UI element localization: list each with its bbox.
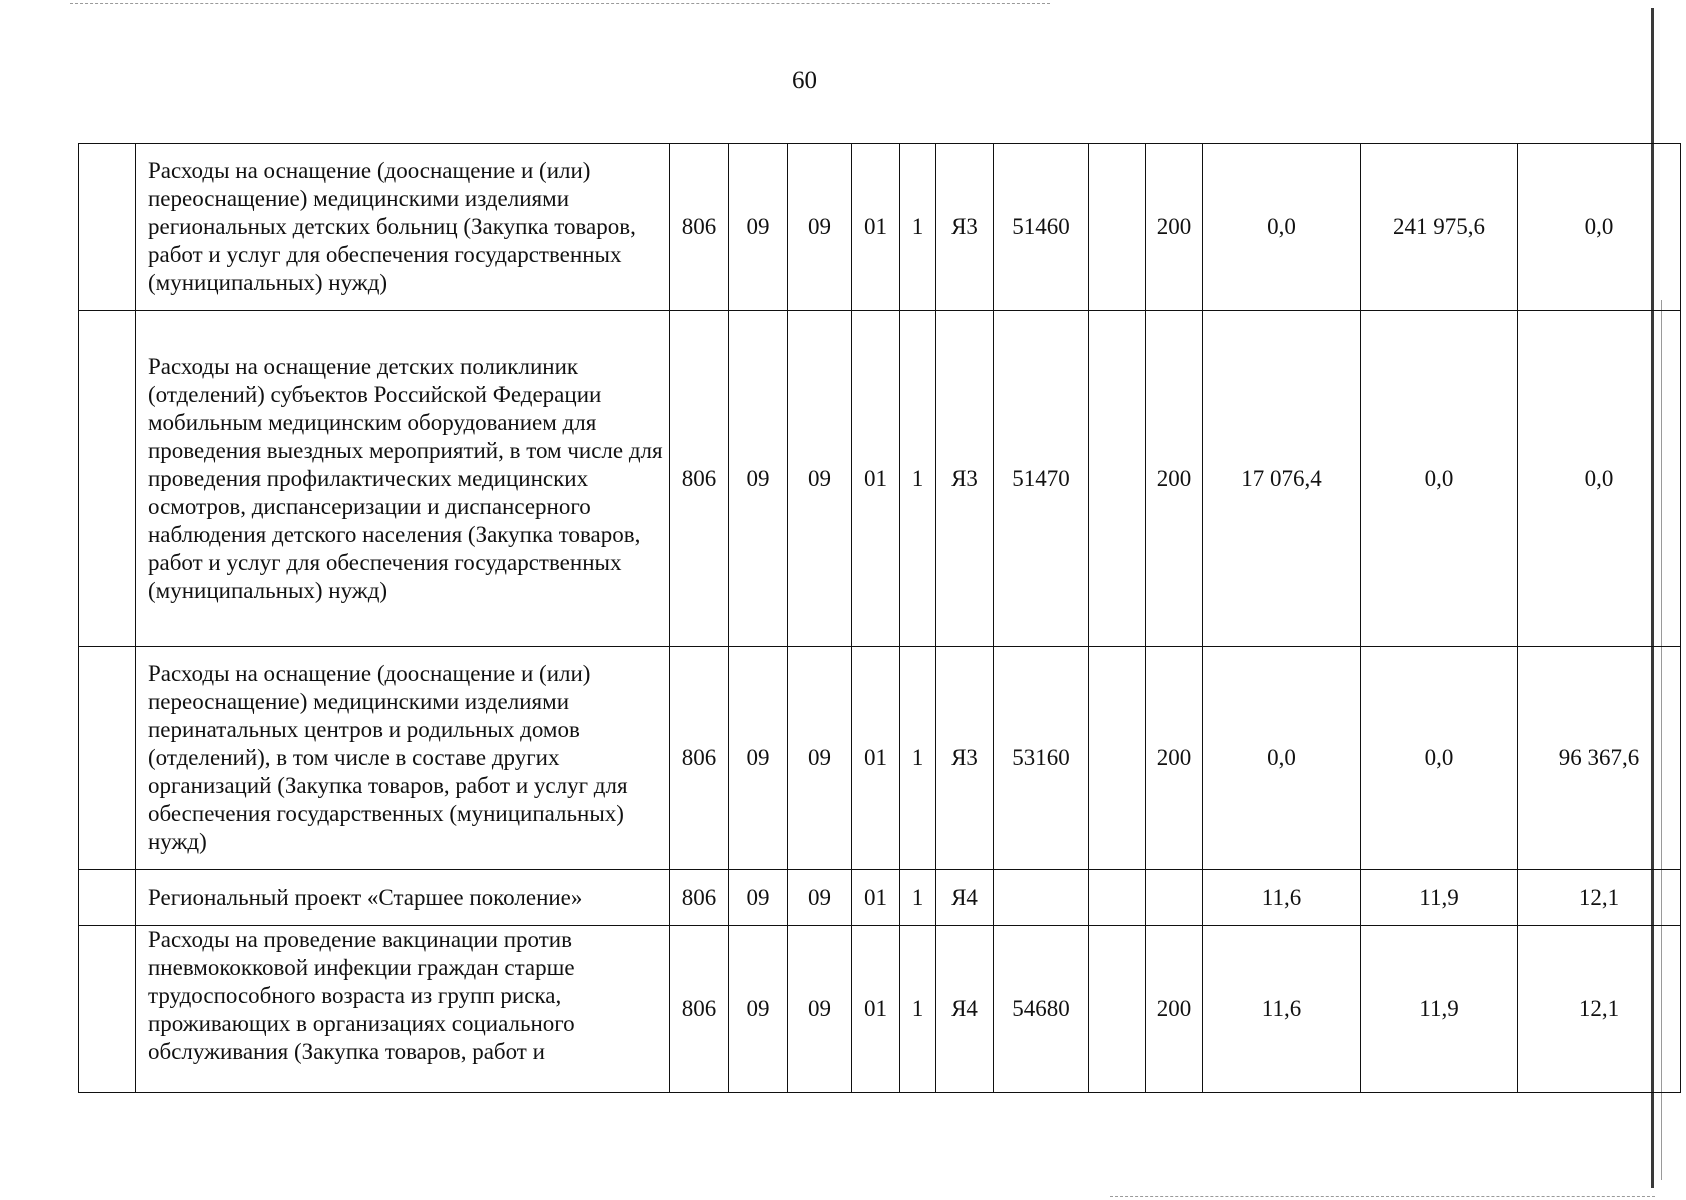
scan-edge-bottom [1110, 1196, 1655, 1197]
amount-cell: 0,0 [1518, 144, 1681, 311]
code-cell [994, 870, 1089, 926]
code-cell: 09 [788, 311, 852, 647]
code-cell: Я4 [936, 926, 994, 1093]
code-cell: 01 [852, 647, 900, 870]
amount-cell: 0,0 [1203, 647, 1361, 870]
amount-cell: 241 975,6 [1361, 144, 1518, 311]
table-row [79, 144, 1681, 311]
code-cell [1089, 647, 1146, 870]
amount-cell: 12,1 [1518, 870, 1681, 926]
code-cell [1146, 870, 1203, 926]
code-cell: 200 [1146, 647, 1203, 870]
code-cell: 09 [788, 647, 852, 870]
code-cell: 806 [670, 870, 729, 926]
code-cell: Я3 [936, 144, 994, 311]
amount-cell: 11,6 [1203, 870, 1361, 926]
scan-edge-top [70, 3, 1050, 4]
code-cell: 51460 [994, 144, 1089, 311]
code-cell: 1 [900, 647, 936, 870]
code-cell: 53160 [994, 647, 1089, 870]
code-cell: 200 [1146, 311, 1203, 647]
code-cell: 806 [670, 647, 729, 870]
table-row [79, 311, 1681, 647]
code-cell: 200 [1146, 144, 1203, 311]
code-cell [1089, 311, 1146, 647]
code-cell: 1 [900, 311, 936, 647]
code-cell: 1 [900, 926, 936, 1093]
amount-cell: 0,0 [1361, 647, 1518, 870]
page-number: 60 [792, 67, 817, 94]
amount-cell: 11,6 [1203, 926, 1361, 1093]
code-cell: 01 [852, 144, 900, 311]
description-cell: Региональный проект «Старшее поколение» [136, 870, 670, 926]
budget-table [78, 143, 1681, 1093]
code-cell: Я4 [936, 870, 994, 926]
row-number-cell [79, 647, 136, 870]
row-number-cell [79, 144, 136, 311]
description-cell: Расходы на оснащение (дооснащение и (или) переоснащение) медицинскими изделиями перинатальных центров и родильных домов (отделений), в том числе в составе других организаций (Закупка товаров, работ и услуг для обеспечения государственных (муниципальных) нужд) [136, 647, 670, 870]
amount-cell: 11,9 [1361, 926, 1518, 1093]
code-cell [1089, 144, 1146, 311]
code-cell: 09 [729, 311, 788, 647]
code-cell [1089, 870, 1146, 926]
code-cell: 01 [852, 311, 900, 647]
row-number-cell [79, 311, 136, 647]
amount-cell: 17 076,4 [1203, 311, 1361, 647]
code-cell: 806 [670, 144, 729, 311]
code-cell: 1 [900, 870, 936, 926]
code-cell: 806 [670, 311, 729, 647]
code-cell: 1 [900, 144, 936, 311]
code-cell: 09 [729, 647, 788, 870]
code-cell: 51470 [994, 311, 1089, 647]
code-cell: 09 [788, 144, 852, 311]
code-cell [1089, 926, 1146, 1093]
row-number-cell [79, 870, 136, 926]
code-cell: Я3 [936, 647, 994, 870]
code-cell: 01 [852, 870, 900, 926]
amount-cell: 12,1 [1518, 926, 1681, 1093]
code-cell: 54680 [994, 926, 1089, 1093]
table-row [79, 926, 1681, 1093]
description-cell: Расходы на оснащение (дооснащение и (или) переоснащение) медицинскими изделиями региональных детских больниц (Закупка товаров, работ и услуг для обеспечения государственных (муниципальных) нужд) [136, 144, 670, 311]
code-cell: 09 [729, 870, 788, 926]
amount-cell: 0,0 [1518, 311, 1681, 647]
row-number-cell [79, 926, 136, 1093]
amount-cell: 11,9 [1361, 870, 1518, 926]
table-row [79, 870, 1681, 926]
code-cell: 09 [788, 926, 852, 1093]
code-cell: 200 [1146, 926, 1203, 1093]
code-cell: 806 [670, 926, 729, 1093]
description-cell: Расходы на оснащение детских поликлиник (отделений) субъектов Российской Федерации мобильным медицинским оборудованием для проведения выездных мероприятий, в том числе для проведения профилактических медицинских осмотров, диспансеризации и диспансерного наблюдения детского населения (Закупка товаров, работ и услуг для обеспечения государственных (муниципальных) нужд) [136, 311, 670, 647]
code-cell: 09 [729, 926, 788, 1093]
amount-cell: 0,0 [1203, 144, 1361, 311]
code-cell: 09 [729, 144, 788, 311]
description-cell: Расходы на проведение вакцинации против пневмококковой инфекции граждан старше трудоспособного возраста из групп риска, проживающих в организациях социального обслуживания (Закупка товаров, работ и [136, 926, 670, 1093]
table-row [79, 647, 1681, 870]
amount-cell: 96 367,6 [1518, 647, 1681, 870]
code-cell: 01 [852, 926, 900, 1093]
code-cell: Я3 [936, 311, 994, 647]
code-cell: 09 [788, 870, 852, 926]
amount-cell: 0,0 [1361, 311, 1518, 647]
